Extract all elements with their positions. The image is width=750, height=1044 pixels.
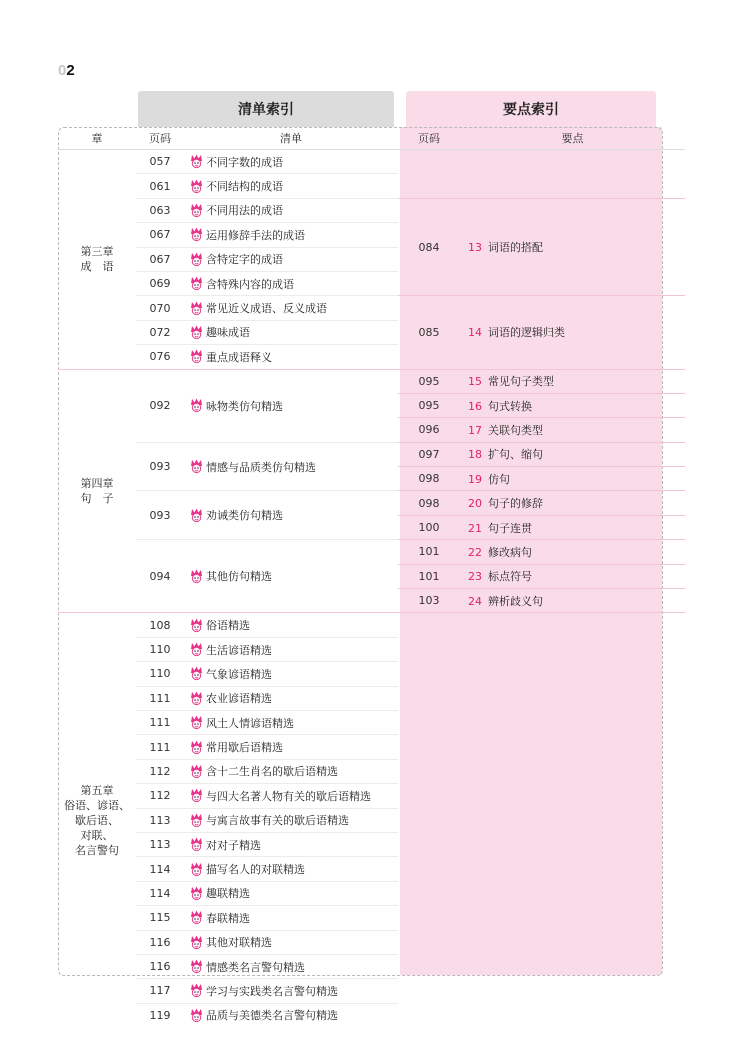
- key-page: 098: [398, 467, 460, 491]
- key-page: 100: [398, 515, 460, 539]
- key-empty: [460, 613, 685, 1027]
- mascot-icon: [190, 252, 203, 267]
- mascot-icon: [190, 666, 203, 681]
- item-page: 094: [136, 540, 184, 613]
- item-page: 115: [136, 906, 184, 930]
- list-item[interactable]: 对对子精选: [184, 832, 398, 856]
- list-item[interactable]: 不同用法的成语: [184, 198, 398, 222]
- key-point[interactable]: 17 关联句类型: [460, 418, 685, 442]
- mascot-icon: [190, 715, 203, 730]
- item-page: 110: [136, 637, 184, 661]
- table-header-row: [58, 127, 685, 150]
- list-item[interactable]: 含特殊内容的成语: [184, 271, 398, 295]
- column-header-key-page: 页码: [398, 127, 460, 150]
- list-item[interactable]: 品质与美德类名言警句精选: [184, 1003, 398, 1027]
- key-point[interactable]: 18 扩句、缩句: [460, 442, 685, 466]
- item-page: 057: [136, 150, 184, 174]
- list-item[interactable]: 含十二生肖名的歇后语精选: [184, 759, 398, 783]
- key-point[interactable]: 16 句式转换: [460, 393, 685, 417]
- mascot-icon: [190, 862, 203, 877]
- list-item[interactable]: 含特定字的成语: [184, 247, 398, 271]
- list-item[interactable]: 农业谚语精选: [184, 686, 398, 710]
- list-item[interactable]: 俗语精选: [184, 613, 398, 637]
- key-page: 101: [398, 564, 460, 588]
- key-page: 084: [398, 198, 460, 296]
- mascot-icon: [190, 691, 203, 706]
- item-page: 093: [136, 442, 184, 491]
- key-point[interactable]: 22 修改病句: [460, 540, 685, 564]
- mascot-icon: [190, 349, 203, 364]
- item-page: 093: [136, 491, 184, 540]
- item-page: 070: [136, 296, 184, 320]
- list-item[interactable]: 常见近义成语、反义成语: [184, 296, 398, 320]
- column-header-chapter: 章: [58, 127, 136, 150]
- list-item[interactable]: 气象谚语精选: [184, 662, 398, 686]
- mascot-icon: [190, 910, 203, 925]
- list-item[interactable]: 趣味成语: [184, 320, 398, 344]
- list-item[interactable]: 不同字数的成语: [184, 150, 398, 174]
- list-item[interactable]: 生活谚语精选: [184, 637, 398, 661]
- item-page: 112: [136, 759, 184, 783]
- item-page: 114: [136, 881, 184, 905]
- mascot-icon: [190, 301, 203, 316]
- item-page: 112: [136, 784, 184, 808]
- key-page: 095: [398, 369, 460, 393]
- list-item[interactable]: 运用修辞手法的成语: [184, 223, 398, 247]
- mascot-icon: [190, 154, 203, 169]
- column-header-list: 清单: [184, 127, 398, 150]
- key-point[interactable]: 23 标点符号: [460, 564, 685, 588]
- list-item[interactable]: 情感类名言警句精选: [184, 954, 398, 978]
- mascot-icon: [190, 837, 203, 852]
- table-row: [58, 150, 685, 174]
- key-point[interactable]: 19 仿句: [460, 467, 685, 491]
- mascot-icon: [190, 398, 203, 413]
- key-page: 098: [398, 491, 460, 515]
- item-page: 111: [136, 735, 184, 759]
- mascot-icon: [190, 740, 203, 755]
- list-item[interactable]: 重点成语释义: [184, 345, 398, 369]
- item-page: 067: [136, 223, 184, 247]
- page-number: 02: [58, 62, 75, 79]
- key-point[interactable]: 14 词语的逻辑归类: [460, 296, 685, 369]
- item-page: 111: [136, 710, 184, 734]
- item-page: 110: [136, 662, 184, 686]
- table-row: [58, 491, 685, 515]
- key-empty: [460, 150, 685, 199]
- key-empty: [398, 150, 460, 199]
- index-table: [58, 127, 685, 1027]
- mascot-icon: [190, 459, 203, 474]
- list-item[interactable]: 描写名人的对联精选: [184, 857, 398, 881]
- key-point[interactable]: 20 句子的修辞: [460, 491, 685, 515]
- item-page: 116: [136, 930, 184, 954]
- mascot-icon: [190, 276, 203, 291]
- mascot-icon: [190, 508, 203, 523]
- item-page: 069: [136, 271, 184, 295]
- key-point[interactable]: 15 常见句子类型: [460, 369, 685, 393]
- list-item[interactable]: 其他仿句精选: [184, 540, 398, 613]
- key-page: 085: [398, 296, 460, 369]
- key-page: 103: [398, 589, 460, 613]
- key-page: 096: [398, 418, 460, 442]
- item-page: 114: [136, 857, 184, 881]
- list-item[interactable]: 春联精选: [184, 906, 398, 930]
- list-item[interactable]: 与四大名著人物有关的歇后语精选: [184, 784, 398, 808]
- mascot-icon: [190, 983, 203, 998]
- item-page: 113: [136, 808, 184, 832]
- mascot-icon: [190, 325, 203, 340]
- mascot-icon: [190, 764, 203, 779]
- table-row: [58, 296, 685, 320]
- list-item[interactable]: 常用歇后语精选: [184, 735, 398, 759]
- item-page: 119: [149, 1008, 171, 1022]
- item-page: 092: [136, 369, 184, 442]
- mascot-icon: [190, 813, 203, 828]
- list-item[interactable]: 劝诫类仿句精选: [184, 491, 398, 540]
- list-index-header: 清单索引: [138, 91, 394, 127]
- table-row: [58, 613, 685, 637]
- list-item[interactable]: 学习与实践类名言警句精选: [184, 979, 398, 1003]
- item-page: 108: [136, 613, 184, 637]
- mascot-icon: [190, 227, 203, 242]
- table-row: [58, 442, 685, 466]
- key-empty: [398, 613, 460, 1027]
- key-page: 097: [398, 442, 460, 466]
- list-item[interactable]: 其他对联精选: [184, 930, 398, 954]
- key-index-header: 要点索引: [406, 91, 656, 127]
- table-row: [58, 540, 685, 564]
- mascot-icon: [190, 569, 203, 584]
- mascot-icon: [190, 935, 203, 950]
- mascot-icon: [190, 788, 203, 803]
- list-item[interactable]: 风土人情谚语精选: [184, 710, 398, 734]
- column-header-key: 要点: [460, 127, 685, 150]
- list-item[interactable]: 咏物类仿句精选: [184, 369, 398, 442]
- item-page: 067: [136, 247, 184, 271]
- chapter-cell: 第四章 句 子: [58, 369, 136, 613]
- mascot-icon: [190, 959, 203, 974]
- item-page: 116: [136, 954, 184, 978]
- key-point[interactable]: 24 辨析歧义句: [460, 589, 685, 613]
- item-page: 063: [136, 198, 184, 222]
- list-item[interactable]: 趣联精选: [184, 881, 398, 905]
- item-page: 111: [136, 686, 184, 710]
- item-page: 076: [136, 345, 184, 369]
- table-row: [58, 369, 685, 393]
- mascot-icon: [190, 642, 203, 657]
- key-page: 101: [398, 540, 460, 564]
- column-header-page: 页码: [136, 127, 184, 150]
- item-page: 117: [136, 979, 184, 1003]
- chapter-cell: 第三章 成 语: [58, 150, 136, 370]
- key-point[interactable]: 21 句子连贯: [460, 515, 685, 539]
- mascot-icon: [190, 886, 203, 901]
- key-point[interactable]: 13 词语的搭配: [460, 198, 685, 296]
- mascot-icon: [190, 203, 203, 218]
- key-page: 095: [398, 393, 460, 417]
- list-item[interactable]: 情感与品质类仿句精选: [184, 442, 398, 491]
- item-page: 072: [136, 320, 184, 344]
- list-item[interactable]: 与寓言故事有关的歇后语精选: [184, 808, 398, 832]
- mascot-icon: [190, 179, 203, 194]
- table-row: [58, 198, 685, 222]
- mascot-icon: [190, 1008, 203, 1023]
- item-page: 113: [136, 832, 184, 856]
- mascot-icon: [190, 618, 203, 633]
- item-page: 061: [136, 174, 184, 198]
- chapter-cell: 第五章 俗语、谚语、 歇后语、 对联、 名言警句: [64, 783, 130, 857]
- list-item[interactable]: 不同结构的成语: [184, 174, 398, 198]
